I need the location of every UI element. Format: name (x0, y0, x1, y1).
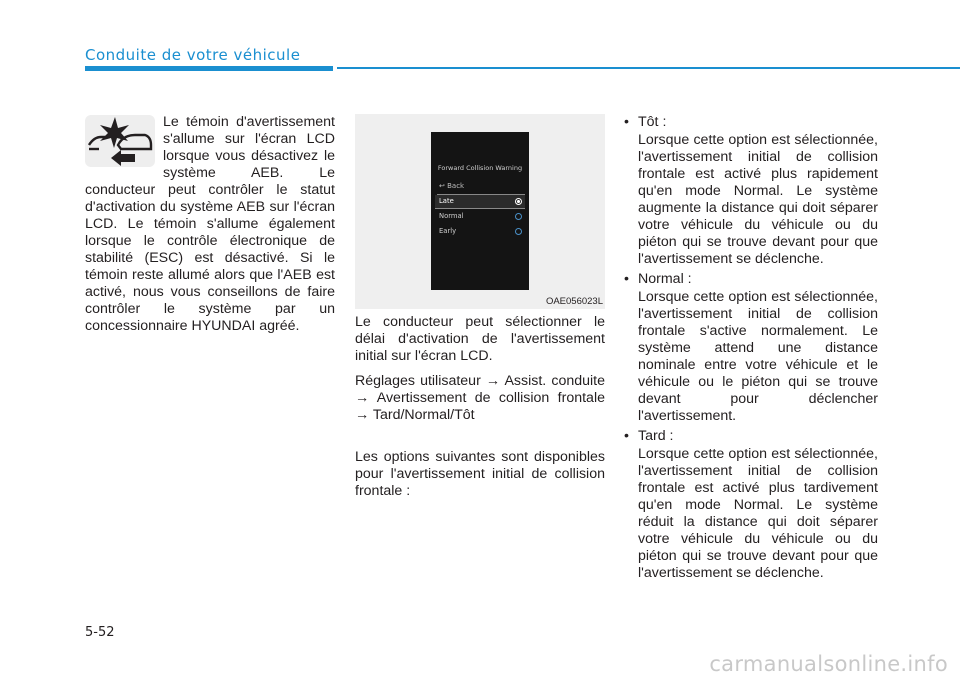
radio-selected-icon (515, 198, 522, 205)
list-item-label: • Tard : (624, 428, 674, 444)
lcd-back-button (439, 182, 464, 190)
lcd-back-label: Back (447, 182, 465, 190)
bullet-dot-icon: • (624, 114, 629, 130)
selection-paragraph: Le conducteur peut sélectionner le délai d'activation de l'avertissement initial sur l'écran LCD. (355, 314, 605, 364)
back-arrow-icon: ↩ (439, 182, 445, 190)
lcd-screenshot (355, 114, 605, 309)
lcd-option-late (435, 195, 525, 209)
column-left (85, 114, 335, 335)
warning-paragraph: Le témoin d'avertissement s'allume sur l'écran LCD lorsque vous désactivez le système AEB. Le conducteur peut contrôler le statut d'activation du système AEB sur l'écran LCD. Le témoin s'allume également lorsque le contrôle électronique de stabilité (ESC) est désactivé. Si le témoin reste allumé alors que l'AEB est activé, nous vous conseillons de faire contrôler le système par un concessionnaire HYUNDAI agréé. (85, 114, 335, 334)
radio-empty-icon (515, 213, 522, 220)
lcd-title: Forward Collision Warning (437, 164, 523, 172)
lcd-display (431, 132, 529, 290)
page-number: 5-52 (85, 625, 115, 640)
aeb-off-warning-icon (85, 115, 155, 167)
header-rule-thick (85, 66, 333, 71)
bullet-dot-icon: • (624, 271, 629, 287)
column-middle (355, 314, 605, 500)
column-right (622, 114, 878, 582)
lcd-option-label: Normal (439, 212, 464, 220)
list-item-text: Lorsque cette option est sélectionnée, l'avertissement initial de collision frontale est activé plus rapidement qu'en mode Normal. Le système augmente la distance qui doit séparer votre véhicule du véhicule ou du piéton qui se trouve devant pour que l'avertissement se déclenche. (638, 132, 878, 267)
radio-empty-icon (515, 228, 522, 235)
bullet-dot-icon: • (624, 428, 629, 444)
lcd-option-label: Early (439, 227, 457, 235)
lcd-option-label: Late (439, 197, 454, 205)
image-code: OAE056023L (545, 296, 603, 307)
menu-path: Réglages utilisateur → Assist. conduite → Avertissement de collision frontale → Tard/Normal/Tôt (355, 373, 605, 423)
list-item-text: Lorsque cette option est sélectionnée, l'avertissement initial de collision frontale s'active normalement. Le système attend une distance nominale entre votre véhicule et le véhicule ou le piéton qui se trouve devant pour déclencher l'avertissement. (638, 289, 878, 424)
lcd-option-normal (435, 210, 525, 223)
watermark: carmanualsonline.info (709, 652, 948, 676)
header-rule-thin (337, 67, 960, 69)
section-title: Conduite de votre véhicule (85, 46, 301, 64)
list-item-label: • Normal : (624, 271, 692, 287)
list-item-text: Lorsque cette option est sélectionnée, l'avertissement initial de collision frontale est activé plus tardivement qu'en mode Normal. Le système réduit la distance qui doit séparer votre véhicule du véhicule ou du piéton qui se trouve devant pour que l'avertissement se déclenche. (638, 446, 878, 581)
lcd-option-early (435, 225, 525, 238)
options-intro: Les options suivantes sont disponibles pour l'avertissement initial de collision frontale : (355, 449, 605, 499)
list-item-label: • Tôt : (624, 114, 667, 130)
